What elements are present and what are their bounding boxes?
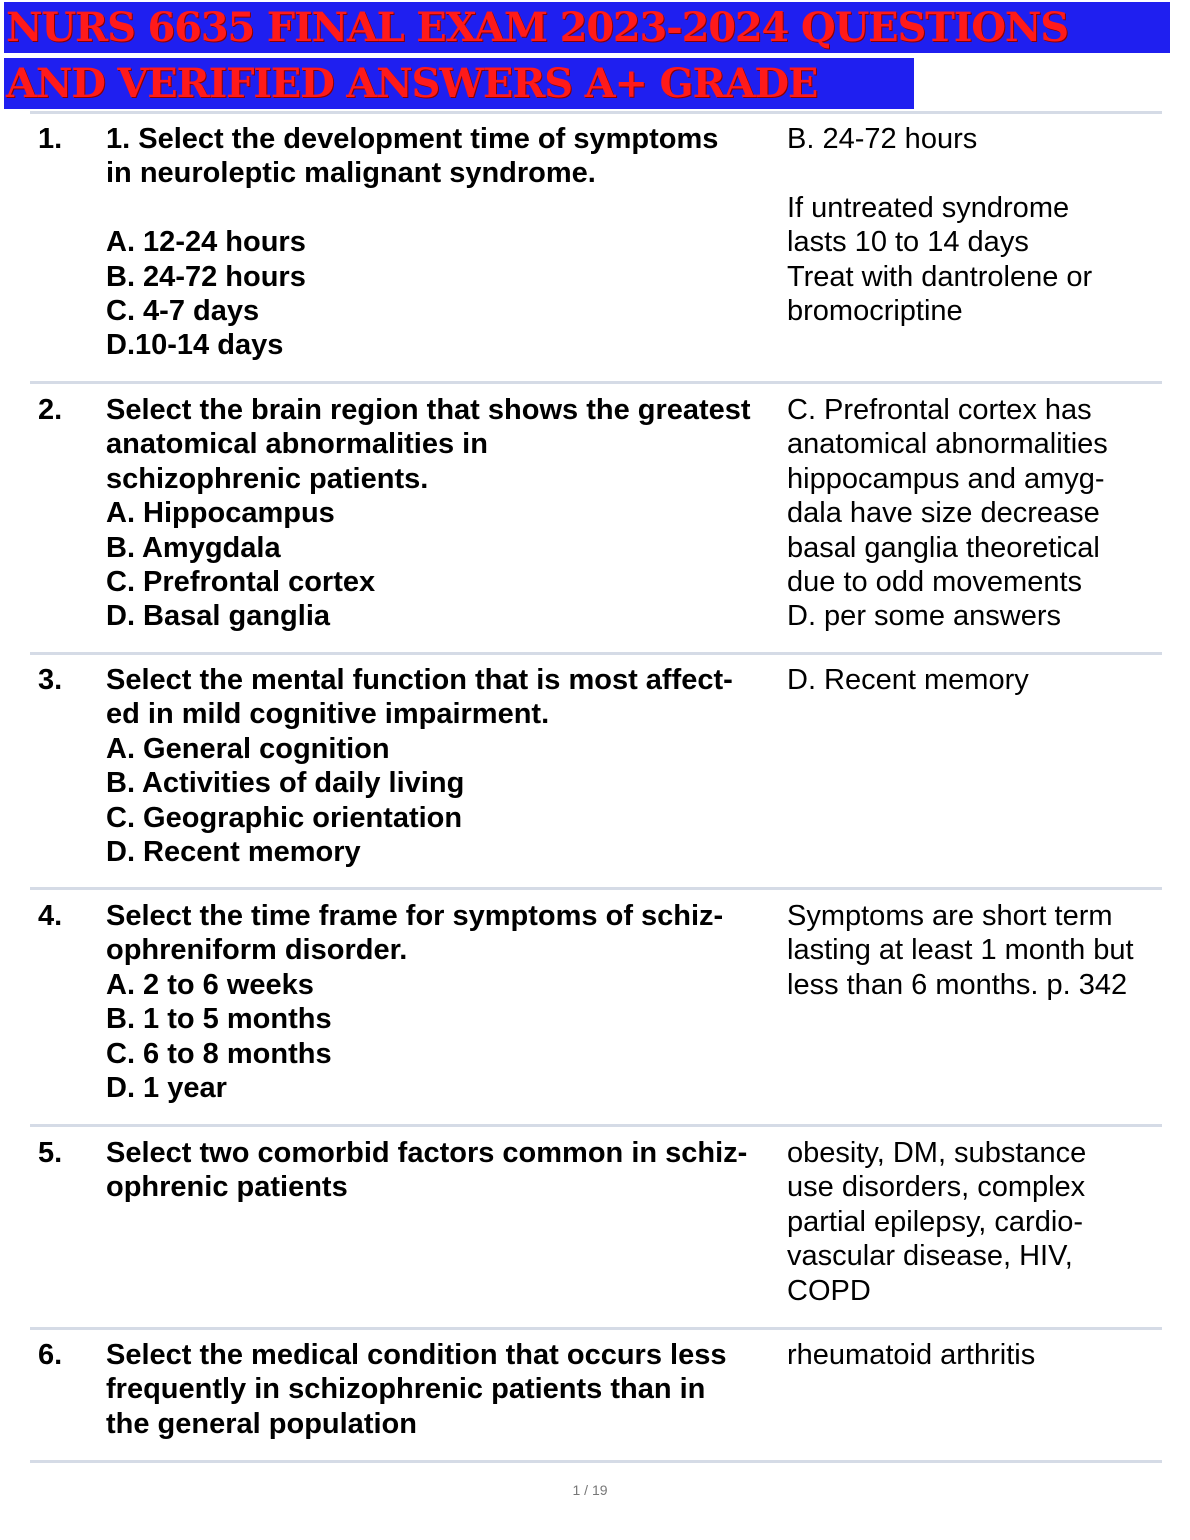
answer-line: bromocriptine xyxy=(787,294,963,327)
question-line: schizophrenic patients. xyxy=(106,462,429,495)
answer-line: lasts 10 to 14 days xyxy=(787,226,1029,259)
question-line: B. 1 to 5 months xyxy=(106,1003,332,1036)
answer-line: anatomical abnormalities xyxy=(787,428,1108,461)
question-number: 6. xyxy=(38,1339,63,1371)
question-text xyxy=(106,899,786,1105)
answer-line: basal ganglia theoretical xyxy=(787,531,1100,564)
answer-text xyxy=(787,899,1159,1002)
divider xyxy=(30,111,1162,114)
title-line-2: AND VERIFIED ANSWERS A+ GRADE xyxy=(4,58,914,109)
question-number: 2. xyxy=(38,394,63,426)
question-line: A. 12-24 hours xyxy=(106,226,306,259)
answer-line: B. 24-72 hours xyxy=(787,123,978,155)
question-line: D. Basal ganglia xyxy=(106,600,331,633)
question-text xyxy=(106,1136,786,1205)
question-line: Select the time frame for symptoms of schiz- xyxy=(106,900,724,932)
answer-line: D. Recent memory xyxy=(787,664,1029,696)
answer-line: lasting at least 1 month but xyxy=(787,934,1134,967)
page-number: 1 / 19 xyxy=(572,1482,608,1498)
question-number: 1. xyxy=(38,123,63,155)
answer-line: Treat with dantrolene or xyxy=(787,260,1093,293)
answer-text xyxy=(787,1136,1159,1308)
question-line: C. Geographic orientation xyxy=(106,801,463,834)
question-line: 1. Select the development time of symptoms xyxy=(106,123,719,155)
answer-line: less than 6 months. p. 342 xyxy=(787,968,1128,1001)
answer-text xyxy=(787,1338,1159,1372)
question-line: the general population xyxy=(106,1407,417,1440)
answer-line: rheumatoid arthritis xyxy=(787,1339,1036,1371)
question-line: Select the brain region that shows the greatest xyxy=(106,394,751,426)
question-line: D.10-14 days xyxy=(106,329,284,362)
question-line: B. Amygdala xyxy=(106,531,281,564)
answer-line: D. per some answers xyxy=(787,600,1061,633)
answer-line: partial epilepsy, cardio- xyxy=(787,1205,1084,1238)
question-line: C. 4-7 days xyxy=(106,294,260,327)
divider xyxy=(30,1327,1162,1330)
answer-line: due to odd movements xyxy=(787,565,1083,598)
question-line: C. Prefrontal cortex xyxy=(106,565,376,598)
question-line: ophreniform disorder. xyxy=(106,934,408,967)
answer-line: obesity, DM, substance xyxy=(787,1137,1087,1169)
answer-line: use disorders, complex xyxy=(787,1171,1086,1204)
title-line-1: NURS 6635 FINAL EXAM 2023-2024 QUESTIONS xyxy=(4,2,1170,53)
answer-line: If untreated syndrome xyxy=(787,191,1070,224)
question-line: B. Activities of daily living xyxy=(106,767,465,800)
question-text xyxy=(106,393,786,634)
question-number: 3. xyxy=(38,664,63,696)
question-line: in neuroleptic malignant syndrome. xyxy=(106,157,596,190)
question-line: A. 2 to 6 weeks xyxy=(106,968,314,1001)
question-line: ed in mild cognitive impairment. xyxy=(106,698,550,731)
question-line xyxy=(106,191,786,225)
document-title xyxy=(4,2,1170,114)
answer-line: C. Prefrontal cortex has xyxy=(787,394,1092,426)
question-number: 5. xyxy=(38,1137,63,1169)
question-text xyxy=(106,663,786,869)
question-line: D. Recent memory xyxy=(106,835,361,868)
question-line: A. Hippocampus xyxy=(106,497,335,530)
question-line: D. 1 year xyxy=(106,1071,227,1104)
divider xyxy=(30,887,1162,890)
question-line: A. General cognition xyxy=(106,732,390,765)
question-line: B. 24-72 hours xyxy=(106,260,306,293)
question-text xyxy=(106,122,786,363)
divider xyxy=(30,1124,1162,1127)
answer-line: Symptoms are short term xyxy=(787,900,1113,932)
answer-line: vascular disease, HIV, xyxy=(787,1240,1073,1273)
question-line: anatomical abnormalities in xyxy=(106,428,488,461)
question-line: Select the mental function that is most affect- xyxy=(106,664,733,696)
answer-line: hippocampus and amyg- xyxy=(787,462,1105,495)
divider xyxy=(30,381,1162,384)
answer-line xyxy=(787,156,1159,190)
answer-text xyxy=(787,393,1159,634)
question-line: C. 6 to 8 months xyxy=(106,1037,332,1070)
question-line: ophrenic patients xyxy=(106,1171,348,1204)
answer-line: COPD xyxy=(787,1274,871,1307)
question-number: 4. xyxy=(38,900,63,932)
question-line: Select two comorbid factors common in schiz- xyxy=(106,1137,748,1169)
divider xyxy=(30,652,1162,655)
divider xyxy=(30,1460,1162,1463)
answer-text xyxy=(787,122,1159,328)
question-line: frequently in schizophrenic patients than in xyxy=(106,1373,706,1406)
question-line: Select the medical condition that occurs less xyxy=(106,1339,727,1371)
answer-line: dala have size decrease xyxy=(787,497,1100,530)
answer-text xyxy=(787,663,1159,697)
question-text xyxy=(106,1338,786,1441)
